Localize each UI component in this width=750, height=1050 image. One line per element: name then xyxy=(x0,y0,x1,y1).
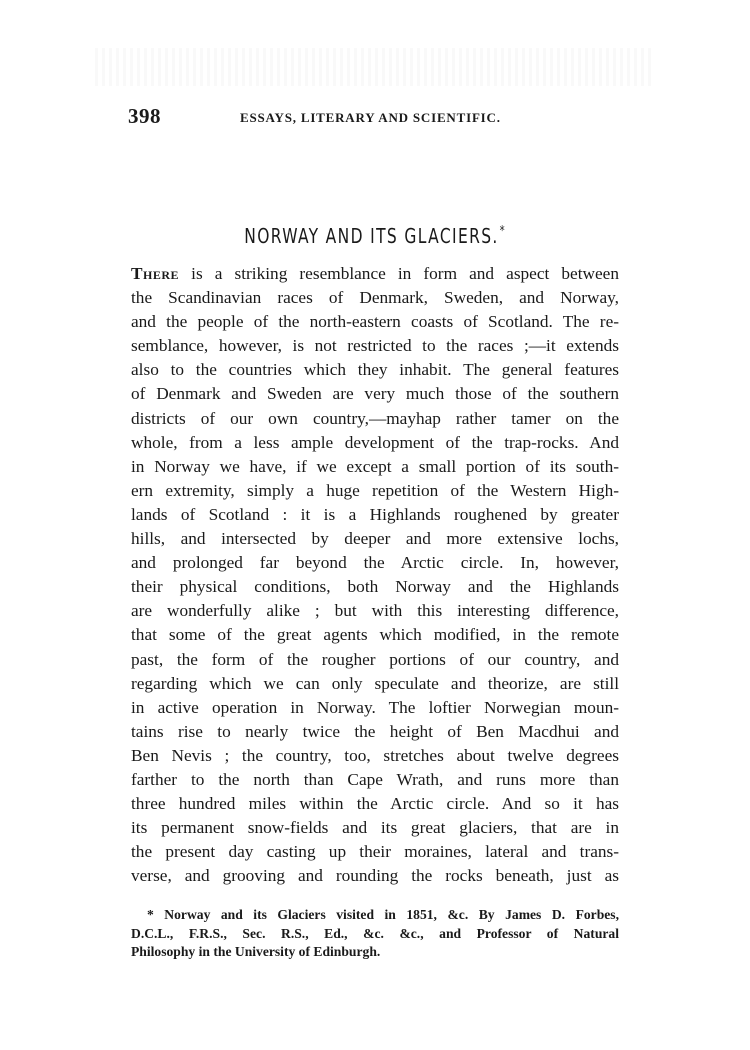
body-line: that some of the great agents which modified, in the remote xyxy=(131,625,619,645)
body-line: the Scandinavian races of Denmark, Sweden, and Norway, xyxy=(131,288,619,308)
body-line: three hundred miles within the Arctic circle. And so it has xyxy=(131,794,619,814)
body-line: and prolonged far beyond the Arctic circle. In, however, xyxy=(131,553,619,573)
body-line: lands of Scotland : it is a Highlands roughened by greater xyxy=(131,504,619,524)
body-line: districts of our own country,—mayhap rather tamer on the xyxy=(131,408,619,428)
body-line: its permanent snow-fields and its great glaciers, that are in xyxy=(131,818,619,838)
footnote xyxy=(131,906,619,962)
essay-title-text: NORWAY AND ITS GLACIERS. xyxy=(244,224,499,248)
body-line: also to the countries which they inhabit. The general features xyxy=(131,360,619,380)
essay-title xyxy=(53,224,698,248)
running-head xyxy=(128,104,616,136)
body-line xyxy=(131,262,619,286)
body-line: ern extremity, simply a huge repetition of the Western High- xyxy=(131,480,619,500)
body-line-text: is a striking resemblance in form and aspect between xyxy=(179,264,619,283)
body-paragraph xyxy=(131,262,619,888)
body-line: in active operation in Norway. The loftier Norwegian moun- xyxy=(131,697,619,717)
lead-word: There xyxy=(131,264,180,283)
page-number: 398 xyxy=(128,104,161,128)
body-line: are wonderfully alike ; but with this interesting difference, xyxy=(131,601,619,621)
body-line: tains rise to nearly twice the height of Ben Macdhui and xyxy=(131,721,619,741)
body-line: the present day casting up their moraines, lateral and trans- xyxy=(131,842,619,862)
body-line: hills, and intersected by deeper and more extensive lochs, xyxy=(131,529,619,549)
body-line: in Norway we have, if we except a small portion of its south- xyxy=(131,456,619,476)
body-line: regarding which we can only speculate and theorize, are still xyxy=(131,673,619,693)
running-head-title: ESSAYS, LITERARY AND SCIENTIFIC. xyxy=(240,110,501,125)
footnote-line: D.C.L., F.R.S., Sec. R.S., Ed., &c. &c., and Professor of Natural xyxy=(131,925,619,941)
body-line: verse, and grooving and rounding the rocks beneath, just as xyxy=(131,866,619,886)
body-line: past, the form of the rougher portions of our country, and xyxy=(131,649,619,669)
footnote-marker: * xyxy=(499,224,506,239)
body-line: whole, from a less ample development of the trap-rocks. And xyxy=(131,432,619,452)
body-line: Ben Nevis ; the country, too, stretches about twelve degrees xyxy=(131,745,619,765)
footnote-line: * Norway and its Glaciers visited in 1851, &c. By James D. Forbes, xyxy=(147,907,619,922)
body-line: their physical conditions, both Norway and the Highlands xyxy=(131,577,619,597)
body-line: farther to the north than Cape Wrath, and runs more than xyxy=(131,769,619,789)
footnote-line: Philosophy in the University of Edinburgh. xyxy=(131,944,381,959)
body-line: semblance, however, is not restricted to the races ;—it extends xyxy=(131,336,619,356)
body-line: and the people of the north-eastern coasts of Scotland. The re- xyxy=(131,312,619,332)
body-line: of Denmark and Sweden are very much those of the southern xyxy=(131,384,619,404)
